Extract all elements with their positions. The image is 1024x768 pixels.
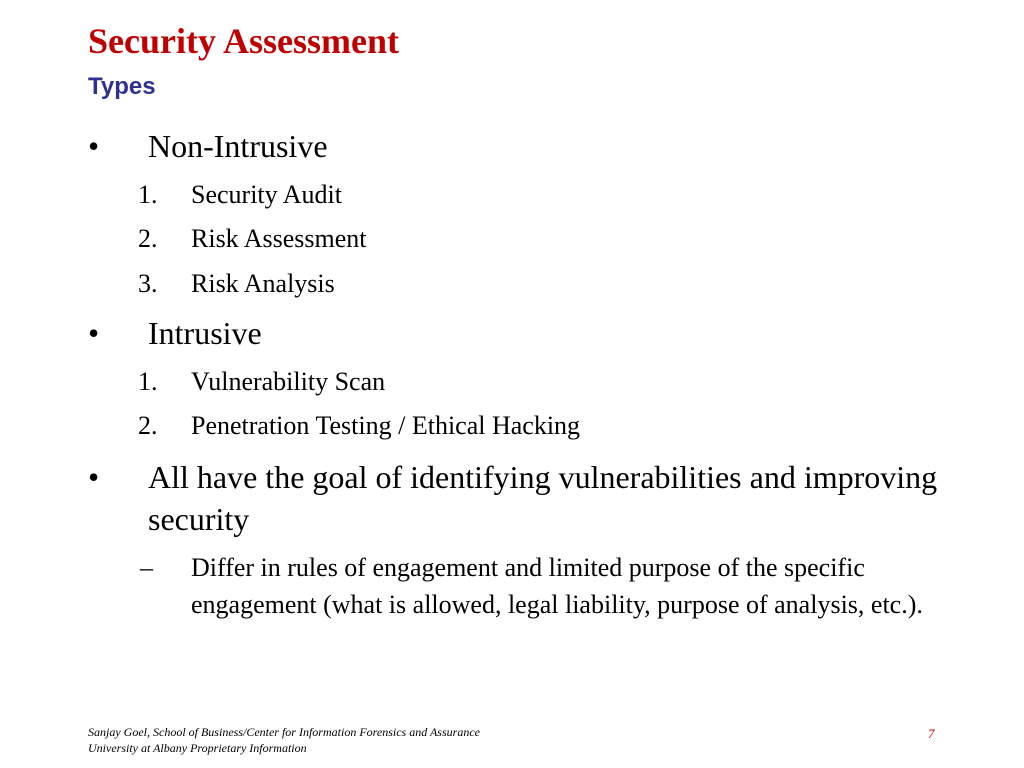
bullet-marker: • xyxy=(88,128,100,164)
list-item-text: Risk Analysis xyxy=(191,269,335,298)
bullet-label: Intrusive xyxy=(148,315,262,351)
list-item-text: Vulnerability Scan xyxy=(191,367,386,396)
bullet-goal: All have the goal of identifying vulnerabilities and improving security xyxy=(148,459,938,537)
slide-title: Security Assessment xyxy=(88,21,399,61)
bullet-marker: • xyxy=(88,459,100,495)
list-number: 2. xyxy=(138,224,158,253)
bullet-marker: • xyxy=(88,315,100,351)
list-number: 1. xyxy=(138,367,158,396)
list-item-text: Penetration Testing / Ethical Hacking xyxy=(191,411,581,440)
footer-attribution xyxy=(88,724,480,756)
list-number: 2. xyxy=(138,411,158,440)
dash-marker: – xyxy=(140,553,153,582)
footer-line-author: Sanjay Goel, School of Business/Center for Information Forensics and Assurance xyxy=(88,725,480,739)
sub-bullet-engagement: Differ in rules of engagement and limited purpose of the specific engagement (what is allowed, legal liability, purpose of analysis, etc.). xyxy=(191,553,923,619)
footer-line-proprietary: University at Albany Proprietary Information xyxy=(88,741,307,755)
list-number: 3. xyxy=(138,269,158,298)
slide-subtitle: Types xyxy=(88,73,156,100)
list-number: 1. xyxy=(138,180,158,209)
bullet-label: Non-Intrusive xyxy=(148,128,328,164)
page-number: 7 xyxy=(928,726,935,741)
list-item-text: Risk Assessment xyxy=(191,224,367,253)
list-item-text: Security Audit xyxy=(191,180,342,209)
